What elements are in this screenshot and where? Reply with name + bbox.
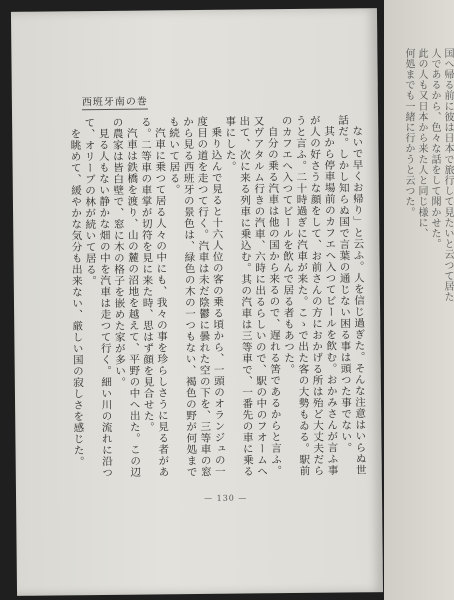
facing-line: 人であるから、色々な話をして聞かせた。: [429, 48, 440, 250]
facing-line: 国へ帰る前に彼は日本で旅行して見たいと云つて居た: [442, 48, 453, 303]
facing-line: 何処までも一緒に行かうと云つた。: [403, 48, 414, 218]
paragraph: ないで早くお帰り」と云ふ。人を信じ過ぎた。そんな注意はいらぬ世話だ。しかし知らぬ国で言葉の通じない困る事は頭つた事でない。: [336, 114, 367, 476]
paragraph: 其から停車場前のカフエへ入つてビールを飲む。おかみさんが言ふ事が人の好さうな顔をして、お前さんの方におかげる所は殆ど大丈夫だらうと言ふ。二十時過ぎに汽車が来た。こゝで出た客の大勢もゐる。駅前のカフエへ入つてビールを飲んで居る者もあつた。: [280, 114, 339, 477]
paragraph: 見る人もない静かな畑の中を汽車は走つて行く。細い川の流れに沿つて、オリーブの林が続いて居る。: [83, 117, 114, 478]
paragraph: 汽車に乗つて居る人々の中にも、我々の事を珍らしさうに見る者がある。二等車の車掌が切符を見に来た時、思はず顔を見合せた。: [139, 116, 170, 478]
facing-page-text: [384, 48, 454, 468]
paragraph: を眺めて、緩やかな気分も出来ない、厳しい国の寂しさを感じた。: [69, 127, 85, 467]
facing-page: [384, 0, 454, 600]
left-page: [11, 8, 383, 596]
running-header: 西班牙南の巻: [82, 93, 148, 111]
facing-line: 此の人も又日本から来た人と同じ様に、: [416, 48, 427, 239]
paragraph: 汽車は鉄橋を渡り、山の麓の沼地を越えて、平野の中へ出た。この辺の農家は皆白壁で、窓に木の格子を嵌めた家が多い。: [111, 116, 142, 478]
page-number: — 130 —: [204, 493, 248, 503]
body-text: [64, 114, 368, 487]
paragraph: 自分の乗る汽車は他の国から来るので、遅れる筈であるからと言ふ。又ヴアタルム行きの汽車、六時に出るらしいので、駅の中のフオームへ出て、次に来る列車に乗込む。其の汽車は三等車で、一番先の車に乗る事にした。: [224, 115, 283, 478]
paragraph: 乗り込んで見ると十六人位の客の乗る頃から、一頭のオランジュの一度目の道を走つて行く。汽車は未だ陰鬱に曇れた空の下を、三等車の窓から見る西班牙の景色は、緑色の木の一つもない、褐色の野が何処までも続いて居る。: [167, 115, 226, 478]
